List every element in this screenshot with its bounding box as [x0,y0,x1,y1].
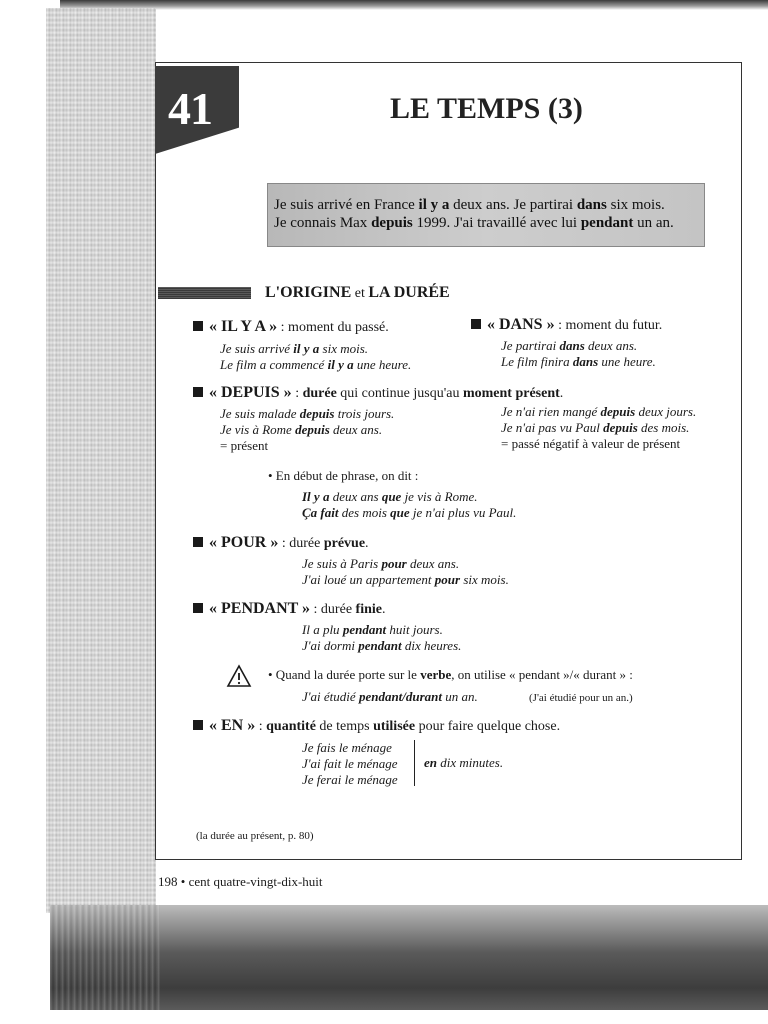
intro-line-2: Je connais Max depuis 1999. J'ai travaillé avec lui pendant un an. [274,215,674,231]
warning-triangle-icon [226,664,252,688]
bullet-square-icon [193,387,203,397]
scan-top-edge [60,0,768,10]
depuis-example-3: Je n'ai rien mangé depuis deux jours. [501,404,697,419]
depuis-note-present: = présent [220,438,269,453]
depuis-example-1: Je suis malade depuis trois jours. [220,406,395,421]
book-page-edges [46,8,156,913]
section-heading: L'ORIGINE et LA DURÉE [265,284,450,301]
pendant-example-1: Il a plu pendant huit jours. [302,622,443,637]
bullet-square-icon [193,603,203,613]
pendant-example-2: J'ai dormi pendant dix heures. [302,638,462,653]
depuis-example-6: Ça fait des mois que je n'ai plus vu Paul. [302,505,517,520]
dans-example-2: Le film finira dans une heure. [501,354,656,369]
bullet-square-icon [193,720,203,730]
depuis-heading: « DEPUIS » : durée qui continue jusqu'au moment présent. [193,384,563,402]
pour-example-2: J'ai loué un appartement pour six mois. [302,572,509,587]
en-heading: « EN » : quantité de temps utilisée pour faire quelque chose. [193,717,560,735]
section-bar [158,287,251,299]
en-example-3: Je ferai le ménage [302,772,398,787]
dans-heading: « DANS » : moment du futur. [471,316,662,334]
ilya-heading: « IL Y A » : moment du passé. [193,318,389,336]
intro-example-box [267,183,705,247]
chapter-number: 41 [168,83,212,134]
ilya-example-2: Le film a commencé il y a une heure. [220,357,412,372]
page-footer: 198 • cent quatre-vingt-dix-huit [158,874,323,889]
cross-reference: (la durée au présent, p. 80) [196,830,314,842]
pour-heading: « POUR » : durée prévue. [193,534,369,552]
depuis-example-5: Il y a deux ans que je vis à Rome. [302,489,478,504]
warning-text: • Quand la durée porte sur le verbe, on utilise « pendant »/« durant » : [268,667,633,682]
en-result: en dix minutes. [424,755,504,770]
scan-bottom-margin [0,1010,768,1024]
depuis-example-2: Je vis à Rome depuis deux ans. [220,422,383,437]
en-example-2: J'ai fait le ménage [302,756,398,771]
bullet-square-icon [193,537,203,547]
warning-aside: (J'ai étudié pour un an.) [529,692,633,704]
pendant-heading: « PENDANT » : durée finie. [193,600,385,618]
ilya-example-1: Je suis arrivé il y a six mois. [220,341,369,356]
intro-line-1: Je suis arrivé en France il y a deux ans. Je partirai dans six mois. [274,197,665,213]
en-grouping-bar [414,740,415,786]
page-title: LE TEMPS (3) [390,92,583,125]
depuis-start-note: • En début de phrase, on dit : [268,468,419,483]
warning-example: J'ai étudié pendant/durant un an. [302,689,478,704]
pour-example-1: Je suis à Paris pour deux ans. [302,556,460,571]
lesson-frame [155,62,742,860]
en-example-1: Je fais le ménage [302,740,392,755]
dans-example-1: Je partirai dans deux ans. [501,338,638,353]
bullet-square-icon [471,319,481,329]
bullet-square-icon [193,321,203,331]
depuis-example-4: Je n'ai pas vu Paul depuis des mois. [501,420,690,435]
scan-bottom-shadow [50,905,768,1024]
depuis-note-negative: = passé négatif à valeur de présent [501,436,681,451]
